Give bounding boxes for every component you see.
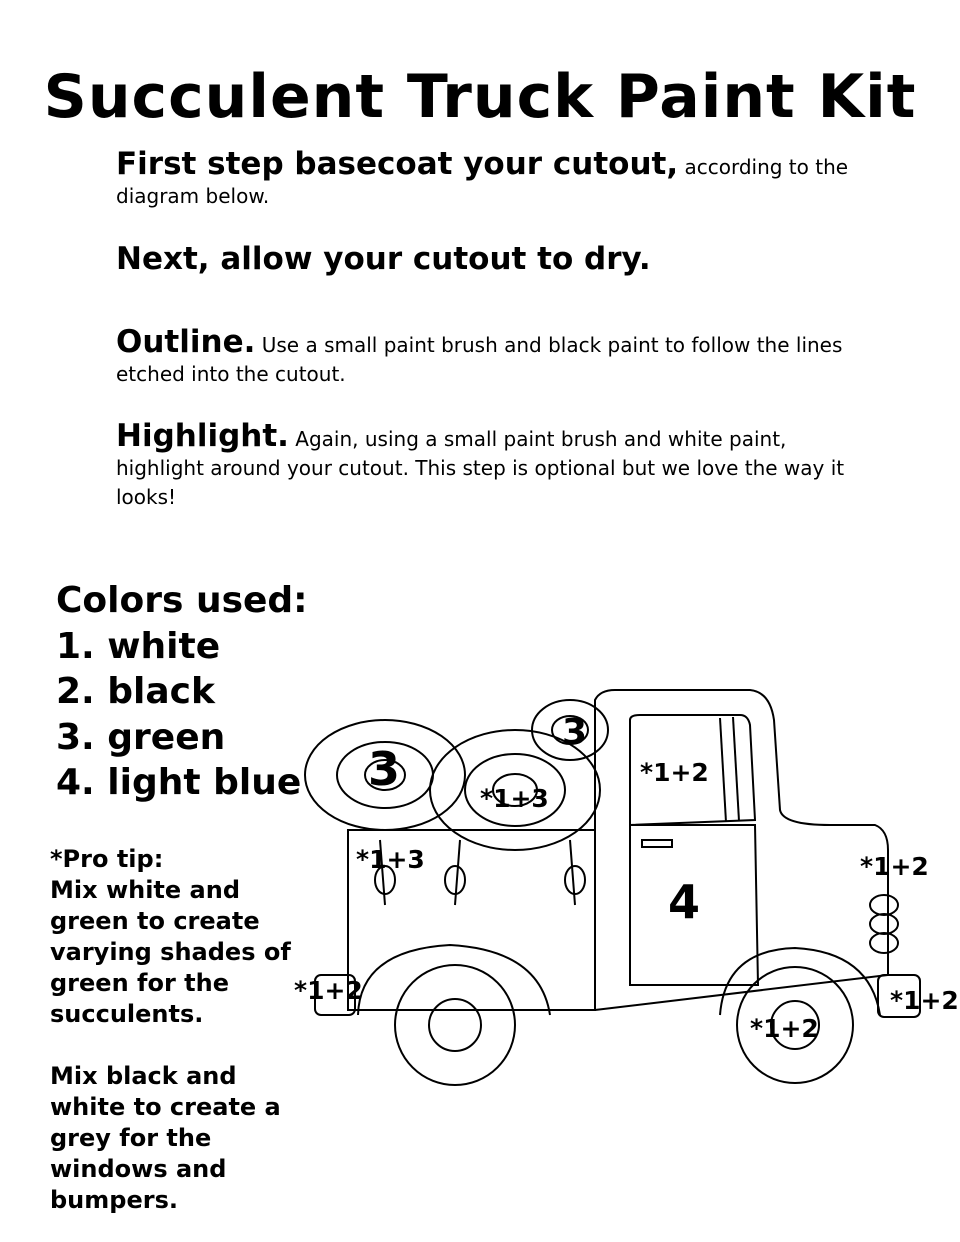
step-basecoat-body: according to the diagram below. (116, 155, 849, 208)
label-succulent-left: 3 (368, 742, 401, 796)
step-highlight-lead: Highlight. (116, 418, 289, 454)
color-item-white: 1. white (56, 625, 221, 667)
page-title: Succulent Truck Paint Kit (43, 62, 917, 132)
step-dry (116, 241, 856, 277)
pro-tip-green: *Pro tip: Mix white and green to create varying shades of green for the succulents. (50, 845, 291, 1028)
colors-heading: Colors used: (56, 580, 308, 621)
label-hanging: *1+3 (356, 845, 425, 874)
label-window: *1+2 (640, 758, 709, 787)
label-succulent-top: 3 (562, 712, 588, 753)
step-basecoat (116, 146, 856, 211)
step-outline-body: Use a small paint brush and black paint to follow the lines etched into the cutout. (116, 333, 843, 386)
label-front-trim: *1+2 (860, 852, 929, 881)
step-basecoat-lead: First step basecoat your cutout, (116, 146, 679, 182)
label-door: 4 (668, 875, 701, 929)
pro-tips (50, 844, 300, 1216)
rear-hub (429, 999, 481, 1051)
step-highlight (116, 418, 856, 512)
door-handle (642, 840, 672, 847)
step-outline (116, 324, 856, 389)
label-wheel: *1+2 (750, 1014, 819, 1043)
rear-fender (358, 945, 550, 1015)
color-item-black: 2. black (56, 671, 215, 712)
colors-used-list (56, 578, 308, 806)
color-item-green: 3. green (56, 716, 226, 758)
label-succulent-middle: *1+3 (480, 784, 549, 813)
step-outline-lead: Outline. (116, 324, 256, 360)
step-highlight-body: Again, using a small paint brush and white paint, highlight around your cutout. This step is optional but we love the way it looks! (116, 427, 845, 509)
truck-cab (595, 690, 888, 1010)
pro-tip-grey: Mix black and white to create a grey for the windows and bumpers. (50, 1062, 281, 1214)
front-fender (720, 948, 880, 1015)
color-item-light-blue: 4. light blue (56, 762, 302, 803)
label-rear-bumper: *1+2 (294, 976, 363, 1005)
label-front-bumper: *1+2 (890, 986, 959, 1015)
truck-diagram (290, 680, 960, 1110)
step-dry-lead: Next, allow your cutout to dry. (116, 241, 651, 277)
rear-wheel (395, 965, 515, 1085)
